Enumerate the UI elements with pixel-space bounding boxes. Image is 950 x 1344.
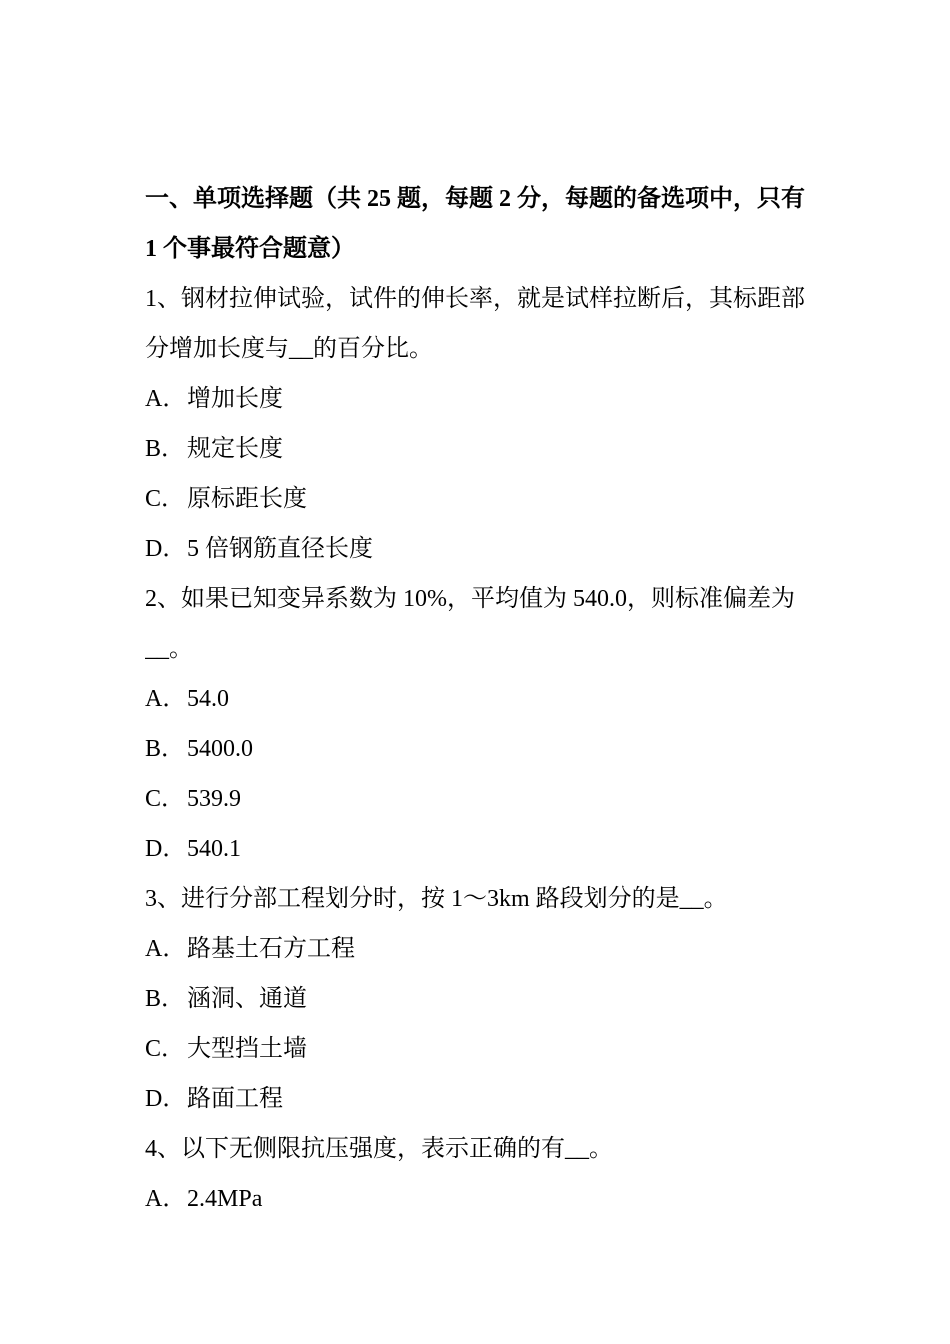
option-text: 5 倍钢筋直径长度 xyxy=(187,536,373,562)
option-letter: A． xyxy=(145,686,187,712)
option-text: 54.0 xyxy=(187,686,229,712)
option-a xyxy=(145,1174,810,1224)
option-b xyxy=(145,974,810,1024)
option-d xyxy=(145,1074,810,1124)
option-letter: B． xyxy=(145,736,186,762)
question-stem-line: 分增加长度与__的百分比。 xyxy=(145,336,433,362)
section-heading-line-2: 1 个事最符合题意） xyxy=(145,236,355,262)
option-text: 原标距长度 xyxy=(187,486,307,512)
question-stem-line: 3、进行分部工程划分时，按 1～3km 路段划分的是__。 xyxy=(145,886,728,912)
option-text: 540.1 xyxy=(187,836,241,862)
question-3 xyxy=(145,874,810,1124)
option-text: 539.9 xyxy=(187,786,241,812)
option-d xyxy=(145,524,810,574)
option-text: 规定长度 xyxy=(187,436,283,462)
option-letter: A． xyxy=(145,936,187,962)
document-page xyxy=(145,174,810,1224)
option-letter: C． xyxy=(145,1036,186,1062)
option-text: 涵洞、通道 xyxy=(187,986,307,1012)
option-letter: C． xyxy=(145,486,186,512)
question-2 xyxy=(145,574,810,874)
option-letter: B． xyxy=(145,436,186,462)
option-a xyxy=(145,674,810,724)
option-letter: D． xyxy=(145,1086,187,1112)
option-letter: D． xyxy=(145,836,187,862)
option-b xyxy=(145,424,810,474)
option-text: 路面工程 xyxy=(187,1086,283,1112)
option-text: 增加长度 xyxy=(187,386,283,412)
question-stem-line: 1、钢材拉伸试验，试件的伸长率，就是试样拉断后，其标距部 xyxy=(145,286,805,312)
option-text: 2.4MPa xyxy=(187,1186,263,1212)
question-stem-line: 2、如果已知变异系数为 10%，平均值为 540.0，则标准偏差为 xyxy=(145,586,795,612)
question-stem-line: 4、以下无侧限抗压强度，表示正确的有__。 xyxy=(145,1136,613,1162)
option-letter: C． xyxy=(145,786,186,812)
option-text: 大型挡土墙 xyxy=(187,1036,307,1062)
option-text: 路基土石方工程 xyxy=(187,936,355,962)
question-1 xyxy=(145,274,810,574)
option-c xyxy=(145,1024,810,1074)
question-4 xyxy=(145,1124,810,1224)
option-letter: B． xyxy=(145,986,186,1012)
question-stem-line: __。 xyxy=(145,636,193,662)
option-c xyxy=(145,774,810,824)
section-heading-line-1: 一、单项选择题（共 25 题，每题 2 分，每题的备选项中，只有 xyxy=(145,186,805,212)
option-letter: A． xyxy=(145,386,187,412)
option-a xyxy=(145,924,810,974)
option-text: 5400.0 xyxy=(187,736,253,762)
option-d xyxy=(145,824,810,874)
option-letter: A． xyxy=(145,1186,187,1212)
option-b xyxy=(145,724,810,774)
option-a xyxy=(145,374,810,424)
option-letter: D． xyxy=(145,536,187,562)
option-c xyxy=(145,474,810,524)
